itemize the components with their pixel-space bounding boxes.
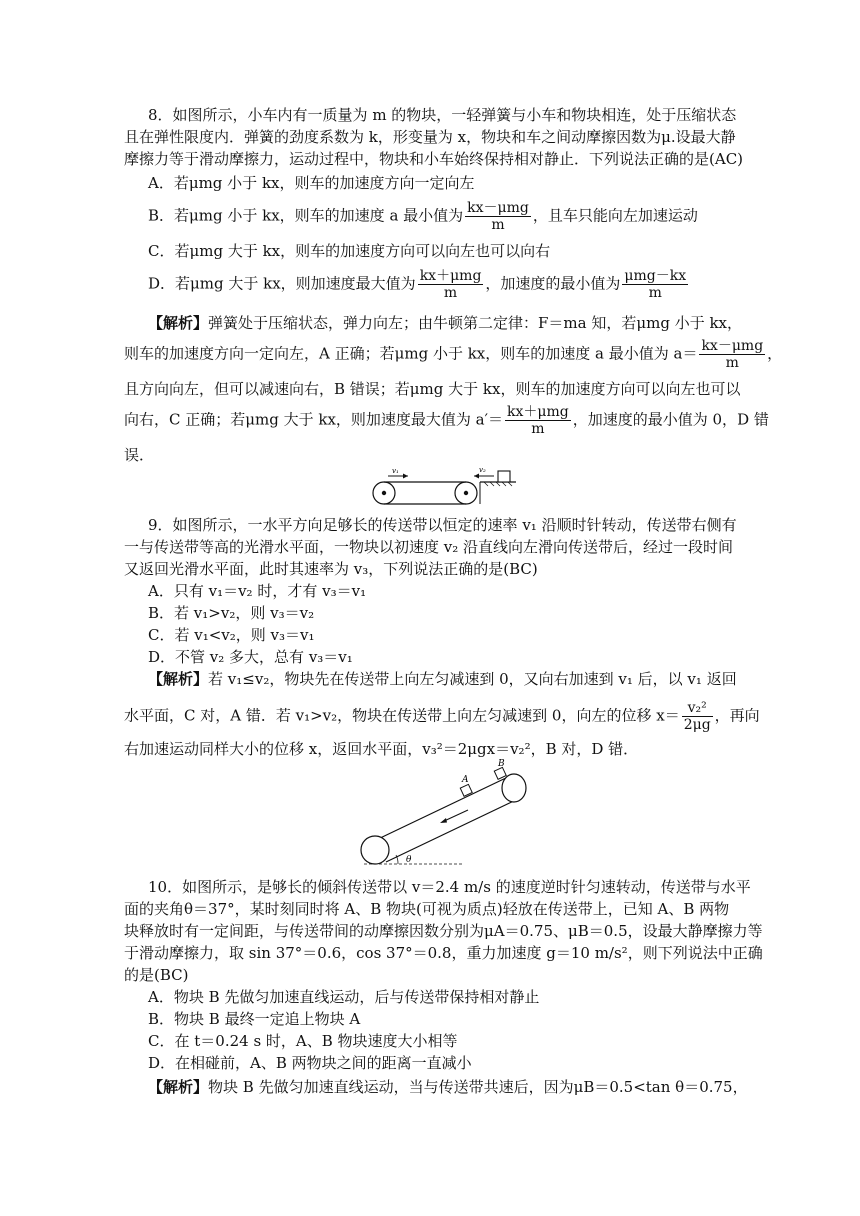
q9-solution-line3: 右加速运动同样大小的位移 x，返回水平面，v₃²＝2μgx＝v₂²，B 对，D 错．: [124, 740, 639, 758]
q10-stem-line1: 10．如图所示，是够长的倾斜传送带以 v＝2.4 m/s 的速度逆时针匀速转动，传送带与水平: [148, 878, 751, 896]
solution-label: 【解析】: [148, 670, 209, 688]
q8-option-d-fraction-1: $\frac{\text{kx＋μmg}}{m}$: [419, 268, 482, 301]
q10-option-b: B．物块 B 最终一定追上物块 A: [148, 1010, 361, 1028]
q9-option-b: B．若 v₁>v₂，则 v₃＝v₂: [148, 604, 315, 622]
q8-option-b-fraction: $\frac{\text{kx－μmg}}{m}$: [467, 200, 529, 233]
q9-solution-line1: 【解析】若 v₁≤v₂，物块先在传送带上向左匀减速到 0，又向右加速到 v₁ 后，以 v₁ 返回: [148, 670, 737, 688]
v1-label: v₁: [392, 467, 399, 475]
q8-option-d-fraction-2: $\frac{\text{μmg－kx}}{m}$: [624, 268, 687, 301]
q10-option-d: D．在相碰前，A、B 两物块之间的距离一直减小: [148, 1054, 472, 1072]
q10-stem-line5: 的是(BC): [124, 966, 189, 984]
q10-stem-line4: 于滑动摩擦力，取 sin 37°＝0.6，cos 37°＝0.8，重力加速度 g＝10 m/s²，则下列说法中正确: [124, 944, 763, 962]
conveyor-figure: [364, 462, 520, 508]
q10-solution-line1: 【解析】物块 B 先做匀加速直线运动，当与传送带共速后，因为μB＝0.5<tan θ＝0.75，: [148, 1078, 748, 1096]
block-a-label: A: [462, 775, 469, 785]
q8-solution-line2: 则车的加速度方向一定向左，A 正确；若μmg 小于 kx，则车的加速度 a 最小值为 a＝ $\frac{\text{kx－μmg}}{m}$ ，: [124, 338, 783, 371]
q8-stem-line3: 摩擦力等于滑动摩擦力，运动过程中，物块和小车始终保持相对静止．下列说法正确的是(AC): [124, 150, 744, 168]
q9-solution-line2: 水平面，C 对，A 错．若 v₁>v₂，物块在传送带上向左匀减速到 0，向左的位移 x＝ $\frac{\text{v₂²}}{2\mu g}$ ，再向: [124, 700, 760, 733]
solution-label: 【解析】: [148, 314, 209, 332]
q8-solution-line5: 误．: [124, 446, 155, 464]
q9-solution-fraction: $\frac{\text{v₂²}}{2\mu g}$: [683, 700, 711, 733]
inclined-conveyor-figure: [352, 758, 536, 870]
q10-option-a: A．物块 B 先做匀加速直线运动，后与传送带保持相对静止: [148, 988, 540, 1006]
block-b-label: B: [498, 759, 505, 769]
q8-stem-line2: 且在弹性限度内．弹簧的劲度系数为 k，形变量为 x，物块和车之间动摩擦因数为μ.设最大静: [124, 128, 736, 146]
q8-solution-line4: 向右，C 正确；若μmg 大于 kx，则加速度最大值为 a′＝ $\frac{\text{kx＋μmg}}{m}$ ，加速度的最小值为 0，D 错: [124, 404, 769, 437]
q8-option-d: D．若μmg 大于 kx，则加速度最大值为 $\frac{\text{kx＋μmg}}{m}$ ，加速度的最小值为 $\frac{\text{μmg－kx}}{m}$: [148, 268, 687, 301]
q9-stem-line2: 一与传送带等高的光滑水平面，一物块以初速度 v₂ 沿直线向左滑向传送带后，经过一段时间: [124, 538, 734, 556]
q8-solution-fraction-1: $\frac{\text{kx－μmg}}{m}$: [701, 338, 764, 371]
q8-stem-line1: 8．如图所示，小车内有一质量为 m 的物块，一轻弹簧与小车和物块相连，处于压缩状态: [148, 106, 737, 124]
q8-option-b: B．若μmg 小于 kx，则车的加速度 a 最小值为 $\frac{\text{kx－μmg}}{m}$ ，且车只能向左加速运动: [148, 200, 698, 233]
theta-label: θ: [406, 855, 412, 865]
q9-option-c: C．若 v₁<v₂，则 v₃＝v₁: [148, 626, 315, 644]
q8-solution-line3: 且方向向左，但可以减速向右，B 错误；若μmg 大于 kx，则车的加速度方向可以向左也可以: [124, 380, 741, 398]
q8-option-c: C．若μmg 大于 kx，则车的加速度方向可以向左也可以向右: [148, 242, 551, 260]
q10-option-c: C．在 t＝0.24 s 时，A、B 物块速度大小相等: [148, 1032, 458, 1050]
q8-option-a: A．若μmg 小于 kx，则车的加速度方向一定向左: [148, 174, 475, 192]
q9-stem-line1: 9．如图所示，一水平方向足够长的传送带以恒定的速率 v₁ 沿顺时针转动，传送带右侧有: [148, 516, 737, 534]
q8-solution-line1: 【解析】弹簧处于压缩状态，弹力向左；由牛顿第二定律：F＝ma 知，若μmg 小于 kx，: [148, 314, 743, 332]
q8-solution-fraction-2: $\frac{\text{kx＋μmg}}{m}$: [507, 404, 569, 437]
q9-option-a: A．只有 v₁＝v₂ 时，才有 v₃＝v₁: [148, 582, 367, 600]
q10-stem-line3: 块释放时有一定间距，与传送带间的动摩擦因数分别为μA＝0.75、μB＝0.5，设最大静摩擦力等: [124, 922, 763, 940]
q9-option-d: D．不管 v₂ 多大，总有 v₃＝v₁: [148, 648, 353, 666]
q9-stem-line3: 又返回光滑水平面，此时其速率为 v₃，下列说法正确的是(BC): [124, 560, 538, 578]
q10-stem-line2: 面的夹角θ＝37°，某时刻同时将 A、B 物块(可视为质点)轻放在传送带上，已知 A、B 两物: [124, 900, 730, 918]
v2-label: v₂: [479, 466, 486, 474]
solution-label: 【解析】: [148, 1078, 209, 1096]
